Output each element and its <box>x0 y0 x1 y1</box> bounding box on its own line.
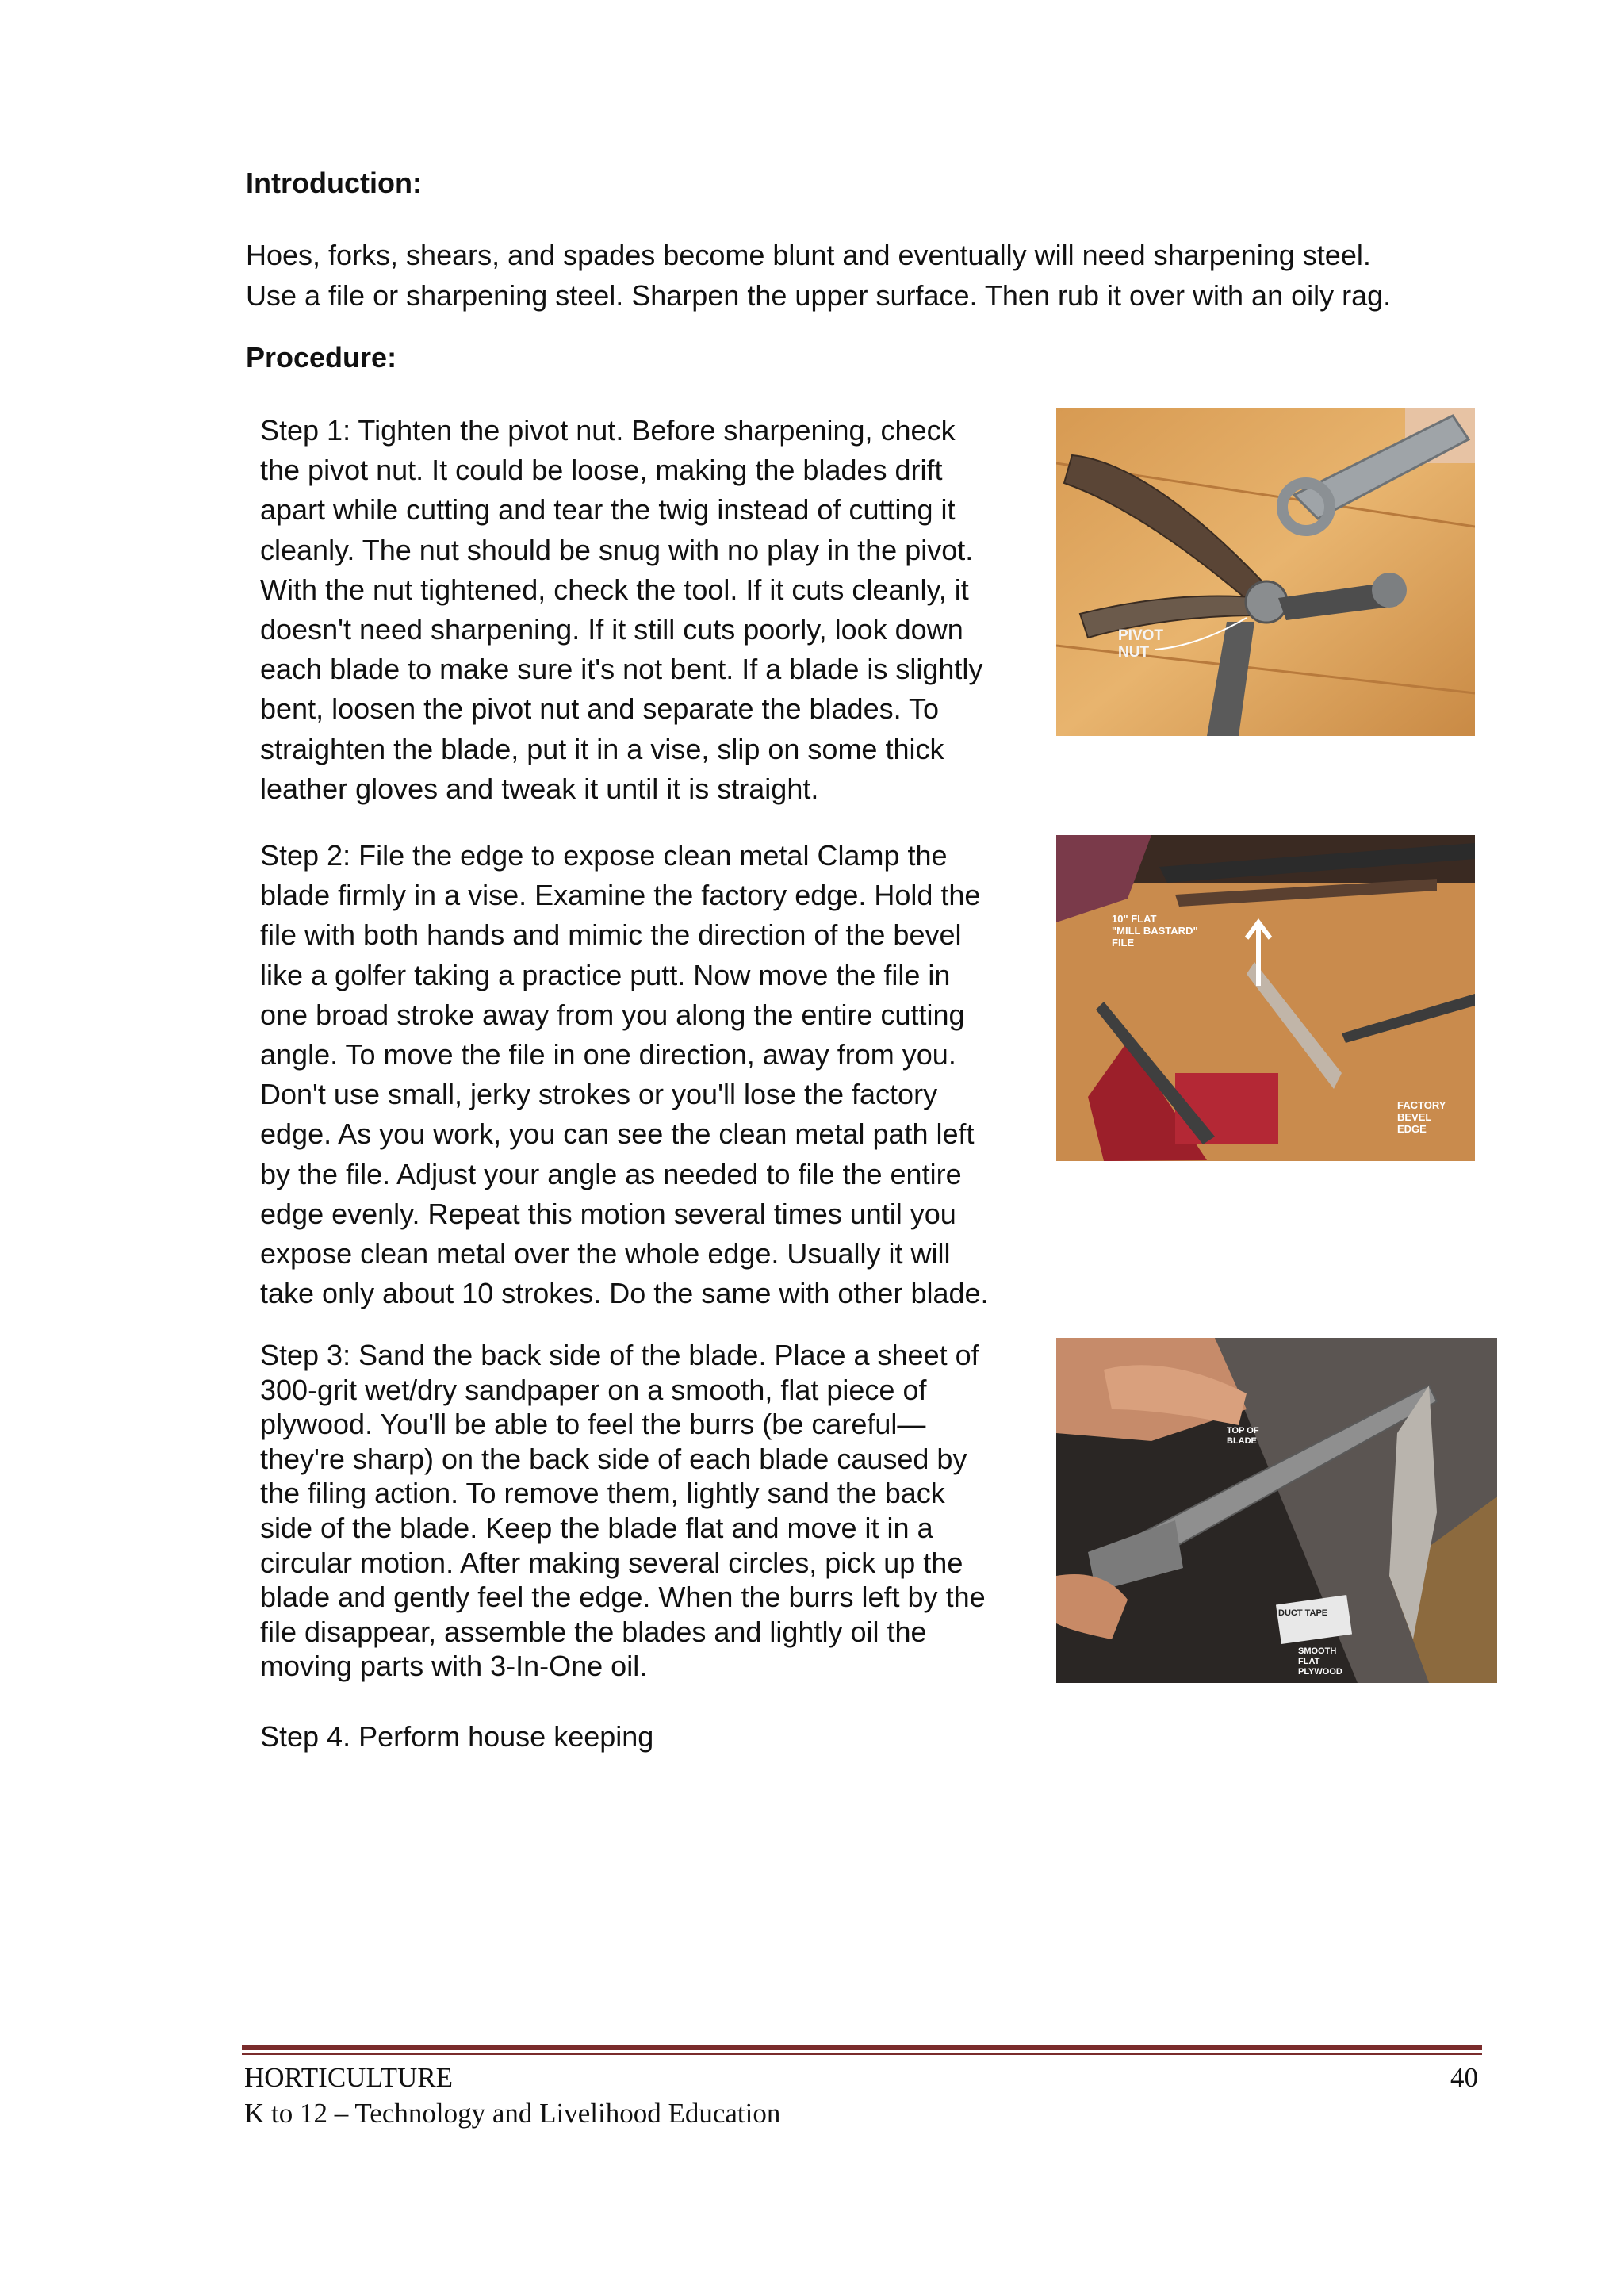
step-line: the pivot nut. It could be loose, making the blades drift <box>260 454 943 487</box>
step-line: blade and gently feel the edge. When the burrs left by the <box>260 1581 986 1614</box>
intro-line: Hoes, forks, shears, and spades become blunt and eventually will need sharpening steel. <box>246 239 1371 271</box>
photo-label: "MILL BASTARD" <box>1112 925 1198 937</box>
photo-label: FACTORY <box>1397 1099 1446 1111</box>
pivot-nut-photo <box>1056 408 1475 736</box>
step-line: Step 1: Tighten the pivot nut. Before sharpening, check <box>260 414 956 447</box>
step-line: one broad stroke away from you along the entire cutting <box>260 998 965 1031</box>
step-line: leather gloves and tweak it until it is straight. <box>260 772 819 805</box>
photo-label: NUT <box>1118 644 1150 661</box>
step-line: straighten the blade, put it in a vise, slip on some thick <box>260 732 944 765</box>
photo-label: SMOOTH <box>1298 1646 1337 1656</box>
step-line: by the file. Adjust your angle as needed to file the entire <box>260 1157 962 1190</box>
step-line: Step 2: File the edge to expose clean metal Clamp the <box>260 839 948 872</box>
step-line: edge evenly. Repeat this motion several times until you <box>260 1197 956 1230</box>
photo-label: 10" FLAT <box>1112 913 1157 925</box>
photo-label: TOP OF <box>1227 1426 1259 1435</box>
step-line: the filing action. To remove them, lightly sand the back <box>260 1477 945 1510</box>
introduction-heading: Introduction: <box>246 167 422 199</box>
step-line: edge. As you work, you can see the clean metal path left <box>260 1117 975 1151</box>
step-line: take only about 10 strokes. Do the same with other blade. <box>260 1277 989 1310</box>
step-line: blade firmly in a vise. Examine the factory edge. Hold the <box>260 879 981 912</box>
step-line: each blade to make sure it's not bent. If a blade is slightly <box>260 653 983 686</box>
photo-label: FLAT <box>1298 1657 1320 1666</box>
step-line: apart while cutting and tear the twig instead of cutting it <box>260 493 956 527</box>
step-line: With the nut tightened, check the tool. If it cuts cleanly, it <box>260 573 969 606</box>
photo-label: PIVOT <box>1118 627 1164 644</box>
step-line: expose clean metal over the whole edge. Usually it will <box>260 1237 951 1271</box>
photo-label: EDGE <box>1397 1123 1427 1135</box>
introduction-paragraph <box>246 235 1483 316</box>
intro-line: Use a file or sharpening steel. Sharpen the upper surface. Then rub it over with an oily rag. <box>246 279 1392 312</box>
photo-label: BLADE <box>1227 1436 1257 1446</box>
footer-subtitle: K to 12 – Technology and Livelihood Education <box>244 2098 781 2129</box>
step-line: Don't use small, jerky strokes or you'll lose the factory <box>260 1078 938 1111</box>
step-1-paragraph <box>260 411 1033 809</box>
step-line: bent, loosen the pivot nut and separate the blades. To <box>260 692 939 726</box>
step-line: doesn't need sharpening. If it still cuts poorly, look down <box>260 613 963 646</box>
step-line: cleanly. The nut should be snug with no play in the pivot. <box>260 533 974 566</box>
file-blade-photo <box>1056 835 1475 1161</box>
step-line: they're sharp) on the back side of each blade caused by <box>260 1442 967 1475</box>
step-line: Step 3: Sand the back side of the blade. Place a sheet of <box>260 1339 979 1371</box>
step-line: angle. To move the file in one direction, away from you. <box>260 1038 956 1071</box>
photo-label: PLYWOOD <box>1298 1667 1342 1677</box>
step-line: 300-grit wet/dry sandpaper on a smooth, flat piece of <box>260 1373 927 1406</box>
sanding-blade-photo <box>1056 1338 1497 1683</box>
step-4-paragraph: Step 4. Perform house keeping <box>260 1720 654 1753</box>
footer-rule-thin <box>242 2053 1482 2055</box>
step-line: circular motion. After making several circles, pick up the <box>260 1546 963 1579</box>
photo-label: DUCT TAPE <box>1278 1608 1328 1618</box>
procedure-heading: Procedure: <box>246 341 397 374</box>
step-line: like a golfer taking a practice putt. Now move the file in <box>260 958 951 991</box>
footer-rule <box>242 2045 1482 2050</box>
step-line: moving parts with 3-In-One oil. <box>260 1650 648 1683</box>
step-3-paragraph <box>260 1338 1033 1684</box>
step-2-paragraph <box>260 836 1033 1313</box>
photo-label: FILE <box>1112 937 1135 949</box>
page-number: 40 <box>1450 2062 1478 2093</box>
step-line: plywood. You'll be able to feel the burrs (be careful— <box>260 1408 926 1441</box>
step-line: side of the blade. Keep the blade flat and move it in a <box>260 1511 933 1544</box>
step-line: file with both hands and mimic the direction of the bevel <box>260 918 962 952</box>
step-line: file disappear, assemble the blades and lightly oil the <box>260 1615 927 1648</box>
photo-label: BEVEL <box>1397 1111 1432 1123</box>
footer-title: HORTICULTURE <box>244 2062 453 2093</box>
